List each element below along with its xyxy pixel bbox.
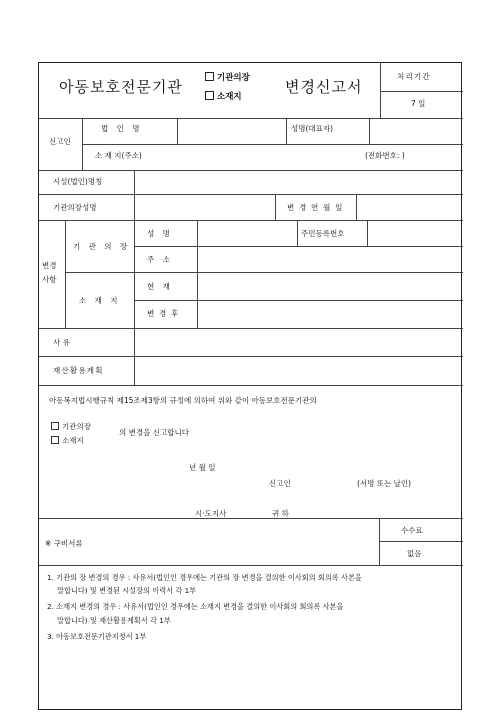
name-label: 성 명 (147, 229, 173, 238)
fee-value: 없음 (407, 549, 422, 558)
head-section-label: 기 관 의 장 (73, 242, 131, 251)
doc-item-2a: 2. 소재지 변경의 경우 : 사유서(법인인 경우에는 소재지 변경을 결의한 이사회의 회의록 사본을 (47, 602, 344, 611)
declaration-head-checkbox[interactable] (51, 422, 59, 430)
representative-label: 성명(대표자) (291, 124, 334, 133)
address-label: 소 재 지(주소) (95, 151, 142, 160)
corp-name-field[interactable] (179, 119, 285, 143)
reason-label: 사 유 (53, 338, 70, 347)
signer-label: 신고인 (269, 479, 291, 488)
declaration-option-head[interactable]: 기관의장 (51, 422, 91, 431)
declaration-suffix: 의 변경을 신고합니다 (119, 428, 189, 437)
processing-period-value: 7 일 (411, 99, 426, 108)
facility-name-label: 시설(법인)명칭 (53, 177, 103, 186)
current-label: 현 재 (147, 282, 173, 291)
asset-plan-label: 재산활용계획 (53, 366, 104, 375)
after-label: 변 경 후 (147, 309, 180, 318)
honorific-label: 귀 하 (272, 509, 289, 518)
head-address-field[interactable] (199, 247, 461, 271)
doc-item-2b: 말합니다) 및 재산활용계획서 각 1부 (57, 616, 171, 625)
change-date-label: 변 경 연 월 일 (287, 203, 344, 212)
head-checkbox[interactable] (205, 72, 214, 81)
doc-item-1b: 말합니다) 및 변경된 시설장의 이력서 각 1부 (57, 586, 197, 595)
fee-label: 수수료 (401, 526, 423, 535)
changes-label-1: 변경 (42, 261, 57, 270)
doc-item-3: 3. 아동보호전문기관지정서 1부 (47, 632, 147, 641)
required-docs-label: ※ 구비서류 (45, 539, 83, 548)
applicant-label: 신고인 (49, 137, 71, 146)
resident-no-label: 주민등록번호 (301, 229, 345, 238)
form-title-right: 변경신고서 (285, 78, 363, 96)
form-title-left: 아동보호전문기관 (59, 78, 183, 96)
resident-no-field[interactable] (369, 221, 461, 245)
report-form (38, 62, 462, 710)
title-option-location[interactable]: 소재지 (205, 91, 242, 102)
change-date-field[interactable] (358, 195, 461, 219)
declaration-option-location[interactable]: 소재지 (51, 436, 84, 445)
facility-name-field[interactable] (136, 171, 461, 194)
signature-note[interactable]: (서명 또는 날인) (357, 479, 412, 488)
corp-name-label: 법 인 명 (101, 124, 143, 133)
recipient-label: 시·도지사 (195, 509, 227, 518)
date-line[interactable]: 년 월 일 (189, 463, 216, 472)
asset-plan-field[interactable] (136, 357, 461, 384)
phone-label: (전화번호: ) (365, 151, 405, 160)
changes-label-2: 사항 (42, 275, 57, 284)
location-checkbox[interactable] (205, 91, 214, 100)
director-name-label: 기관의장성명 (53, 203, 97, 212)
reason-field[interactable] (136, 329, 461, 355)
processing-period-label: 처리기간 (397, 72, 431, 81)
representative-field[interactable] (371, 119, 461, 143)
head-name-field[interactable] (199, 221, 295, 245)
director-name-field[interactable] (136, 195, 273, 219)
location-section-label: 소 재 지 (79, 296, 121, 305)
doc-item-1a: 1. 기관의 장 변경의 경우 : 사유서(법인인 경우에는 기관의 장 변경을 결의한 이사회의 회의록 사본을 (47, 573, 362, 582)
current-location-field[interactable] (199, 273, 461, 299)
new-location-field[interactable] (199, 301, 461, 327)
declaration-location-checkbox[interactable] (51, 436, 59, 444)
address-field[interactable] (179, 145, 359, 169)
head-address-label: 주 소 (147, 255, 173, 264)
title-option-head[interactable]: 기관의장 (205, 72, 250, 83)
declaration-text: 아동복지법시행규칙 제15조제3항의 규정에 의하여 위와 같이 아동보호전문기관의 (49, 396, 317, 405)
